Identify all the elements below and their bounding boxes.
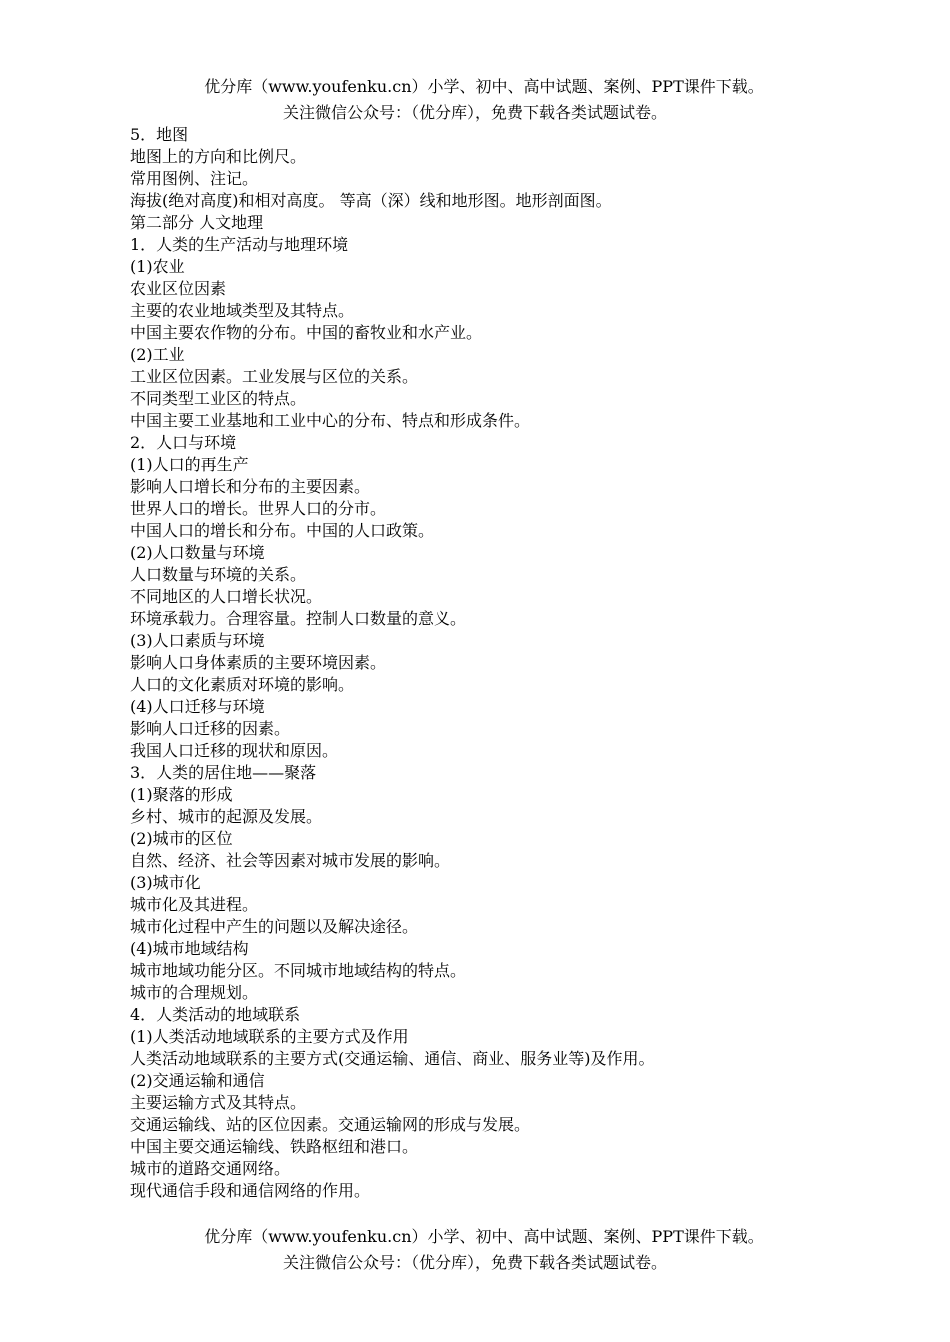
document-line: 影响人口身体素质的主要环境因素。: [130, 653, 387, 672]
document-line: 1．人类的生产活动与地理环境: [130, 235, 349, 254]
document-line: (4)人口迁移与环境: [130, 697, 265, 716]
document-line: (2)人口数量与环境: [130, 543, 265, 562]
document-line: 人口的文化素质对环境的影响。: [130, 675, 355, 694]
document-line: 城市化过程中产生的问题以及解决途径。: [130, 917, 419, 936]
document-line: 常用图例、注记。: [130, 169, 259, 188]
document-line: (3)城市化: [130, 873, 201, 892]
document-line: (1)聚落的形成: [130, 785, 233, 804]
document-line: (4)城市地域结构: [130, 939, 249, 958]
document-line: (2)交通运输和通信: [130, 1071, 265, 1090]
document-line: 不同地区的人口增长状况。: [130, 587, 323, 606]
document-line: 中国主要农作物的分布。中国的畜牧业和水产业。: [130, 323, 483, 342]
document-line: 人口数量与环境的关系。: [130, 565, 307, 584]
document-line: (3)人口素质与环境: [130, 631, 265, 650]
document-line: 中国主要交通运输线、铁路枢纽和港口。: [130, 1137, 419, 1156]
document-line: 中国人口的增长和分布。中国的人口政策。: [130, 521, 435, 540]
document-line: 5．地图: [130, 125, 189, 144]
document-line: 我国人口迁移的现状和原因。: [130, 741, 339, 760]
document-line: 城市的合理规划。: [130, 983, 259, 1002]
document-line: (1)人口的再生产: [130, 455, 249, 474]
footer-promo-line: 优分库（www.youfenku.cn）小学、初中、高中试题、案例、PPT课件下载。: [204, 1227, 764, 1246]
document-line: 不同类型工业区的特点。: [130, 389, 307, 408]
document-line: (1)人类活动地域联系的主要方式及作用: [130, 1027, 409, 1046]
document-line: 2．人口与环境: [130, 433, 237, 452]
document-line: 农业区位因素: [130, 279, 227, 298]
document-body: [130, 124, 930, 1202]
document-line: (1)农业: [130, 257, 185, 276]
document-line: 环境承载力。合理容量。控制人口数量的意义。: [130, 609, 467, 628]
page-header: [0, 74, 950, 126]
document-line: 主要运输方式及其特点。: [130, 1093, 307, 1112]
document-line: 影响人口增长和分布的主要因素。: [130, 477, 371, 496]
document-line: 交通运输线、站的区位因素。交通运输网的形成与发展。: [130, 1115, 531, 1134]
document-line: 第二部分 人文地理: [130, 213, 264, 232]
document-line: (2)城市的区位: [130, 829, 233, 848]
document-line: 城市化及其进程。: [130, 895, 259, 914]
header-wechat-line: 关注微信公众号：（优分库），免费下载各类试题试卷。: [282, 103, 667, 122]
document-line: 中国主要工业基地和工业中心的分布、特点和形成条件。: [130, 411, 531, 430]
document-line: 工业区位因素。工业发展与区位的关系。: [130, 367, 419, 386]
document-line: 城市地域功能分区。不同城市地域结构的特点。: [130, 961, 467, 980]
document-line: 4．人类活动的地域联系: [130, 1005, 301, 1024]
document-line: 地图上的方向和比例尺。: [130, 147, 307, 166]
document-line: 乡村、城市的起源及发展。: [130, 807, 323, 826]
page-footer: [0, 1224, 950, 1276]
document-line: 自然、经济、社会等因素对城市发展的影响。: [130, 851, 451, 870]
document-line: 现代通信手段和通信网络的作用。: [130, 1181, 371, 1200]
document-line: 海拔(绝对高度)和相对高度。 等高（深）线和地形图。地形剖面图。: [130, 191, 612, 210]
document-line: 城市的道路交通网络。: [130, 1159, 291, 1178]
document-line: 3．人类的居住地——聚落: [130, 763, 317, 782]
document-line: 主要的农业地域类型及其特点。: [130, 301, 355, 320]
document-line: 影响人口迁移的因素。: [130, 719, 291, 738]
header-promo-line: 优分库（www.youfenku.cn）小学、初中、高中试题、案例、PPT课件下载。: [204, 77, 764, 96]
document-line: (2)工业: [130, 345, 185, 364]
document-line: 人类活动地域联系的主要方式(交通运输、通信、商业、服务业等)及作用。: [130, 1049, 655, 1068]
document-line: 世界人口的增长。世界人口的分市。: [130, 499, 387, 518]
footer-wechat-line: 关注微信公众号：（优分库），免费下载各类试题试卷。: [282, 1253, 667, 1272]
